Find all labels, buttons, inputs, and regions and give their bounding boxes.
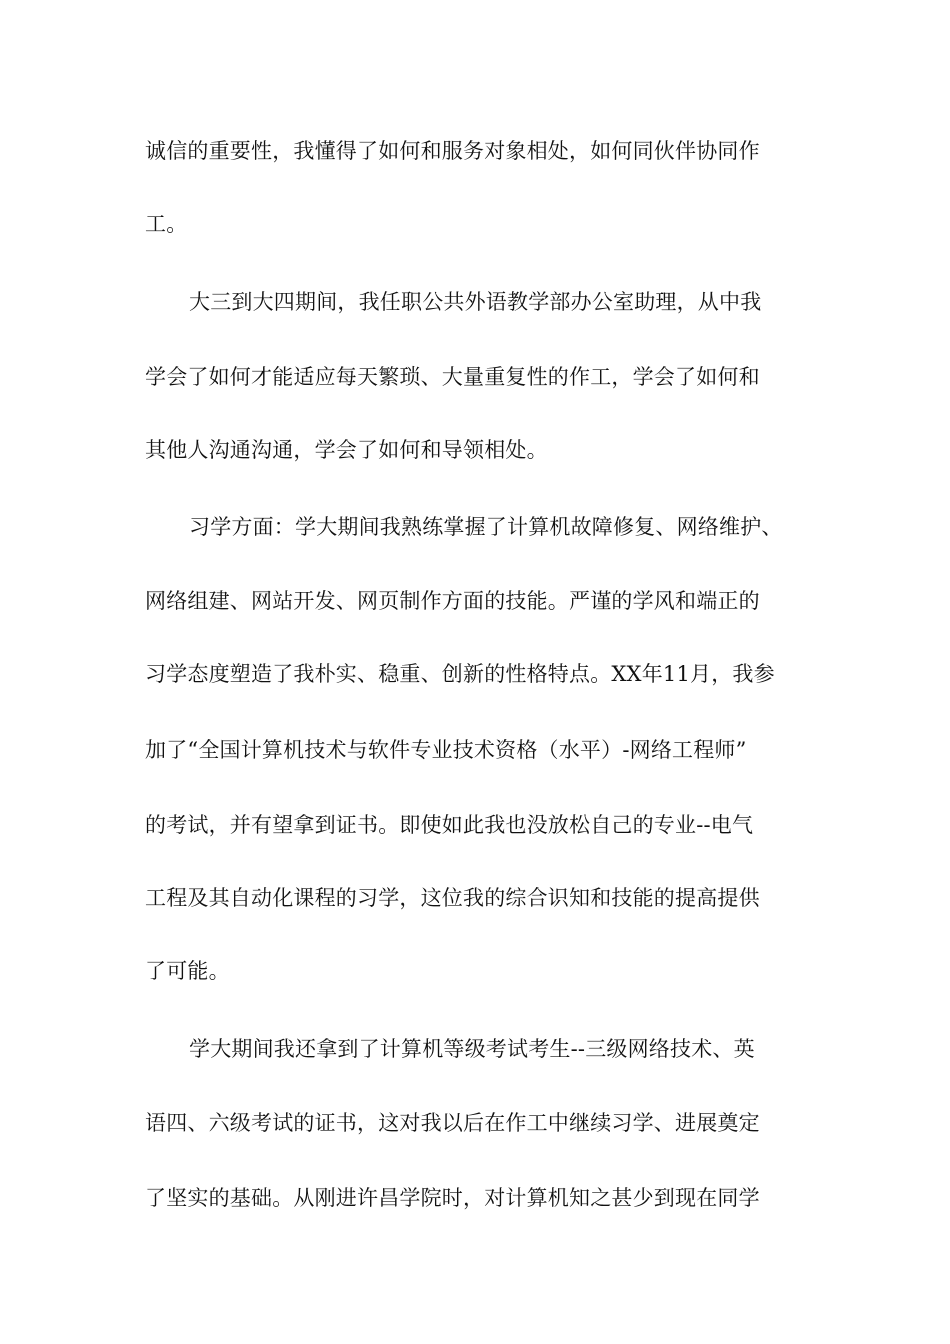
text-line: 工。 bbox=[145, 212, 188, 236]
paragraph-first-line: 习学方面：学大期间我熟练掌握了计算机故障修复、网络维护、 bbox=[189, 515, 783, 539]
text-line: 学会了如何才能适应每天繁琐、大量重复性的作工，学会了如何和 bbox=[145, 365, 760, 389]
text-line: 诚信的重要性，我懂得了如何和服务对象相处，如何同伙伴协同作 bbox=[145, 139, 760, 163]
paragraph-first-line: 大三到大四期间，我任职公共外语教学部办公室助理，从中我 bbox=[189, 290, 762, 314]
text-line: 了可能。 bbox=[145, 959, 230, 983]
text-line: 的考试，并有望拿到证书。即使如此我也没放松自己的专业--电气 bbox=[145, 813, 754, 837]
paragraph-first-line: 学大期间我还拿到了计算机等级考试考生--三级网络技术、英 bbox=[189, 1037, 755, 1061]
text-line: 加了“全国计算机技术与软件专业技术资格（水平）-网络工程师” bbox=[145, 738, 747, 762]
text-line: 语四、六级考试的证书，这对我以后在作工中继续习学、进展奠定 bbox=[145, 1111, 760, 1135]
text-line: 工程及其自动化课程的习学，这位我的综合识知和技能的提高提供 bbox=[145, 886, 760, 910]
text-line: 习学态度塑造了我朴实、稳重、创新的性格特点。XX年11月，我参 bbox=[145, 662, 775, 686]
text-line: 了坚实的基础。从刚进许昌学院时，对计算机知之甚少到现在同学 bbox=[145, 1186, 760, 1210]
text-line: 网络组建、网站开发、网页制作方面的技能。严谨的学风和端正的 bbox=[145, 589, 760, 613]
text-line: 其他人沟通沟通，学会了如何和导领相处。 bbox=[145, 438, 548, 462]
